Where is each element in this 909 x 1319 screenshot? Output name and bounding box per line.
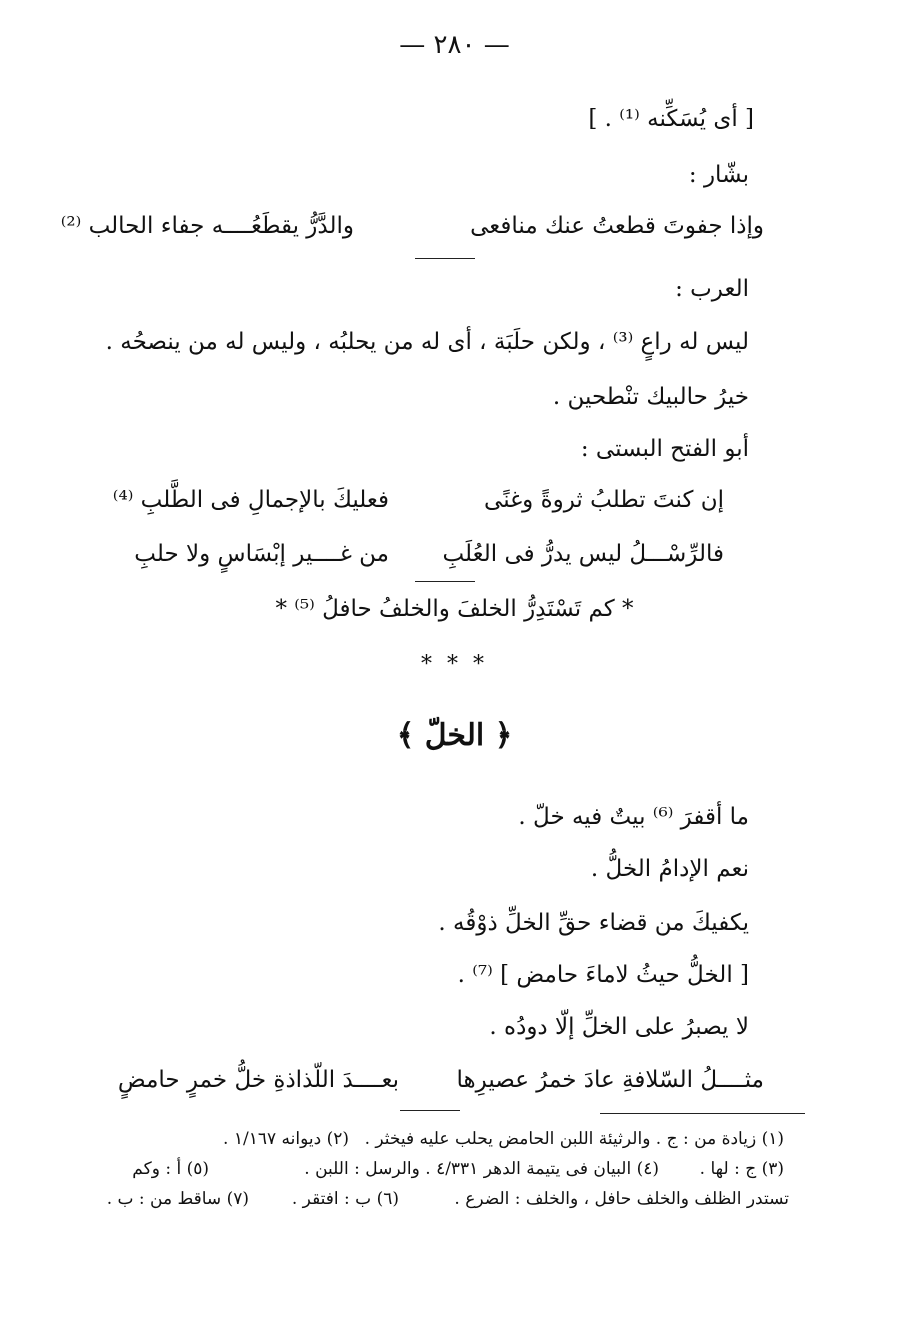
verse-divider: [415, 581, 475, 582]
poet-name: أبو الفتح البستى :: [580, 436, 749, 462]
footnote: (٦) ب : افتقر .: [291, 1189, 399, 1209]
footnote: (٤) البيان فى يتيمة الدهر ٤/٣٣١ . والرسل : اللبن .: [304, 1159, 659, 1179]
proverb-line: يكفيكَ من قضاء حقِّ الخلِّ ذوْقُه .: [438, 910, 749, 936]
page-number: — ٢٨٠ —: [399, 30, 510, 60]
footnote: (٣) ج : لها .: [699, 1159, 784, 1179]
proverb-line: خيرُ حالبيك تنْطحين .: [552, 384, 749, 410]
proverb-line: ما أقفرَ ⁽⁶⁾ بيتٌ فيه خلّ .: [518, 804, 749, 830]
footnote: تستدر الظلف والخلف حافل ، والخلف : الضرع .: [454, 1189, 789, 1209]
verse-line: * كم تَسْتَدِرُّ الخلفَ والخلفُ حافلُ ⁽⁵⁾ *: [275, 596, 634, 622]
footnote: (٥) أ : وكم: [132, 1159, 209, 1179]
footnote-rule: [600, 1113, 805, 1114]
text-line: [ أى يُسَكِّنه ⁽¹⁾ . ]: [588, 106, 754, 132]
verse-hemistich-right: إن كنتَ تطلبُ ثروةً وغنًى: [484, 487, 724, 513]
verse-hemistich-left: والدَّرُّ يقطَعُــــه جفاء الحالب ⁽²⁾: [60, 213, 354, 239]
verse-hemistich-right: مثــــلُ السّلافةِ عادَ خمرُ عصيرِها: [456, 1067, 764, 1093]
footnote: (٢) ديوانه ١/١٦٧ .: [223, 1129, 349, 1149]
speaker-label: العرب :: [675, 276, 749, 302]
proverb-line: لا يصبرُ على الخلِّ إلّا دودُه .: [489, 1014, 749, 1040]
section-separator: * * *: [421, 652, 488, 677]
verse-divider: [400, 1110, 460, 1111]
proverb-line: ليس له راعٍ ⁽³⁾ ، ولكن حلَبَة ، أى له من يحلبُه ، وليس له من ينصحُه .: [105, 329, 749, 355]
verse-hemistich-right: وإذا جفوتَ قطعتُ عنك منافعى: [470, 213, 764, 239]
verse-divider: [415, 258, 475, 259]
section-heading: ﴿ الخلّ ﴾: [396, 718, 513, 753]
verse-hemistich-right: فالرِّسْـــلُ ليس يدرُّ فى العُلَبِ: [442, 541, 724, 567]
proverb-line: نعم الإدامُ الخلُّ .: [590, 856, 749, 882]
poet-name: بشّار :: [688, 162, 749, 188]
verse-hemistich-left: فعليكَ بالإجمالِ فى الطَّلبِ ⁽⁴⁾: [112, 487, 389, 513]
proverb-line: [ الخلُّ حيثُ لاماءَ حامض ] ⁽⁷⁾ .: [457, 962, 749, 988]
verse-hemistich-left: من غــــير إبْسَاسٍ ولا حلبِ: [134, 541, 389, 567]
footnote: (١) زيادة من : ج . والرثيئة اللبن الحامض يحلب عليه فيخثر .: [364, 1129, 784, 1149]
footnote: (٧) ساقط من : ب .: [106, 1189, 249, 1209]
verse-hemistich-left: بعــــدَ اللّذاذةِ خلُّ خمرٍ حامضٍ: [117, 1067, 399, 1093]
